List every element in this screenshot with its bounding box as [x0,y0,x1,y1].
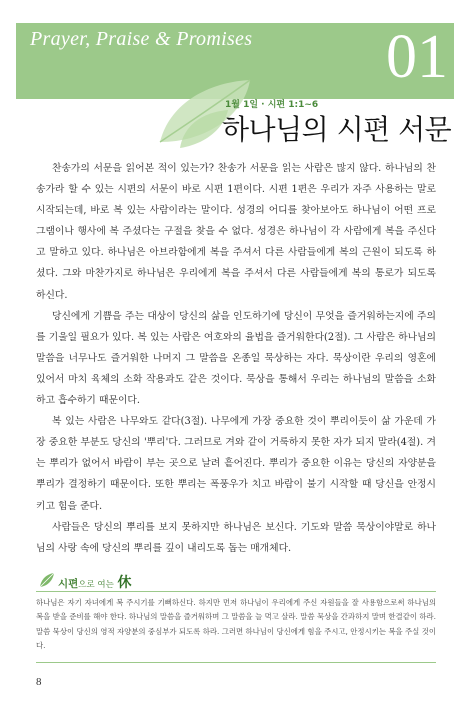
small-leaf-icon [38,571,56,589]
rest-box-text: 하나님은 자기 자녀에게 복 주시기를 기뻐하신다. 하지만 먼저 하나님이 우리에게 주신 자원들을 잘 사용함으로써 하나님의 복을 받을 준비를 해야 한다. 하나님의 말씀을 즐거워하며 그 말씀을 늘 먹고 살라. 말씀 묵상을 간과하지 말며 한결같이 하라. 말씀 묵상이 당신의 영적 자양분의 중심부가 되도록 하라. 그러면 하나님이 당신에게 힘을 주시고, 안정시키는 복을 주실 것이다. [36,598,436,651]
rest-box-header [38,571,168,589]
body-text [36,158,436,559]
rest-box-title-main: 시편 [58,578,79,590]
chapter-number: 01 [386,23,448,91]
paragraph: 당신에게 기쁨을 주는 대상이 당신의 삶을 인도하기에 당신이 무엇을 즐거워하는지에 주의를 기울일 필요가 있다. 복 있는 사람은 여호와의 율법을 즐거워한다(2절). 그 사람은 하나님의 말씀을 너무나도 즐거워한 나머지 그 말씀을 온종일 묵상하는 자다. 묵상이란 우리의 영혼에 있어서 마치 육체의 소화 작용과도 같은 것이다. 묵상을 통해서 우리는 하나님의 말씀을 소화하고 흡수하기 때문이다. [36,310,436,407]
divider [36,591,436,592]
rest-box-title [58,572,132,592]
divider [36,662,436,663]
page-number: 8 [36,676,42,688]
paragraph: 찬송가의 서문을 읽어본 적이 있는가? 찬송가 서문을 읽는 사람은 많지 않다. 하나님의 찬송가라 할 수 있는 시편의 서문이 바로 시편 1편이다. 시편 1편은 우리가 자주 사용하는 말로 시작되는데, 바로 복 있는 사람이라는 말이다. 성경의 어디를 찾아보아도 하나님이 어떤 프로그램이나 행사에 복 주셨다는 구절을 찾을 수 없다. 성경은 하나님이 각 사람에게 복을 주신다고 말하고 있다. 하나님은 아브라함에게 복을 주셔서 다른 사람들에게 복의 근원이 되도록 하셨다. 그와 마찬가지로 하나님은 우리에게 복을 주셔서 다른 사람들에게 복의 통로가 되도록 하신다. [36,163,436,301]
scripture-reference: 1월 1일 · 시편 1:1~6 [225,100,319,110]
series-title: Prayer, Praise & Promises [30,28,253,50]
paragraph: 복 있는 사람은 나무와도 같다(3절). 나무에게 가장 중요한 것이 뿌리이듯이 삶 가운데 가장 중요한 부분도 당신의 '뿌리'다. 그러므로 겨와 같이 거룩하지 못한 자가 되지 말라(4절). 겨는 뿌리가 없어서 바람이 부는 곳으로 날려 흩어진다. 뿌리가 중요한 이유는 당신의 자양분을 뿌리가 결정하기 때문이다. 또한 뿌리는 폭풍우가 치고 바람이 불기 시작할 때 당신을 안정시키고 힘을 준다. [36,416,436,512]
rest-box-title-han: 休 [117,575,132,591]
paragraph: 사람들은 당신의 뿌리를 보지 못하지만 하나님은 보신다. 기도와 말씀 묵상이야말로 하나님의 사랑 속에 당신의 뿌리를 깊이 내리도록 돕는 매개체다. [36,521,436,554]
rest-box-title-sub: 으로 여는 [78,580,114,590]
page-title: 하나님의 시편 서문 [222,113,452,146]
